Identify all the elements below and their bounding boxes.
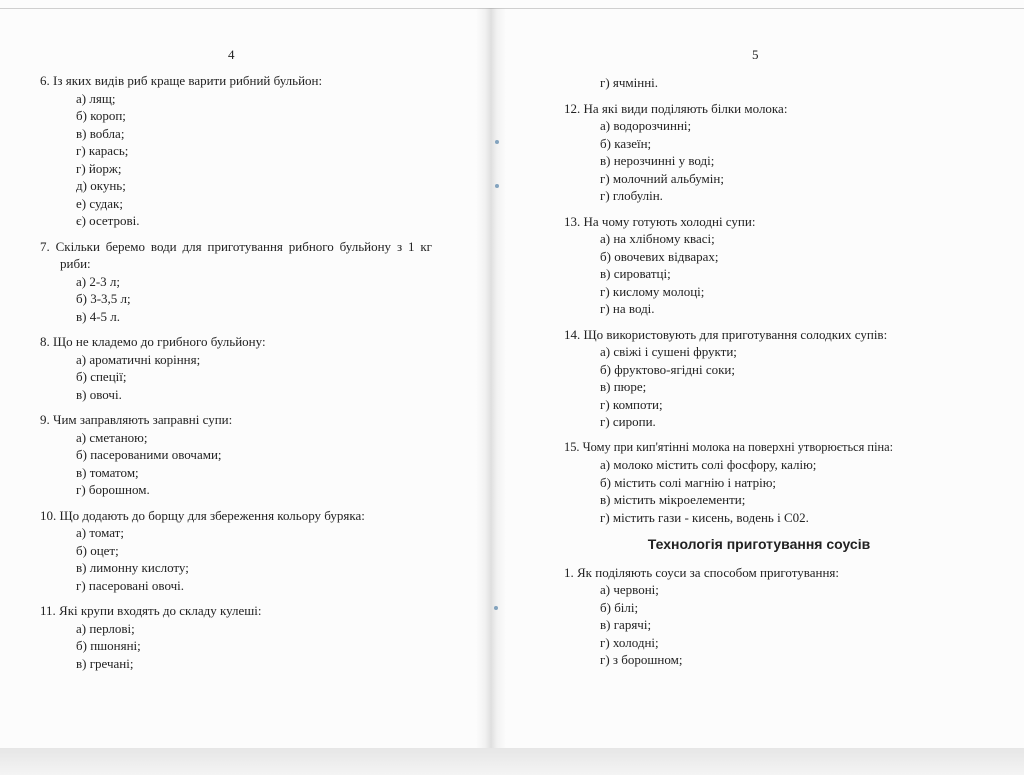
question-14 [564,326,954,431]
left-page-content [40,72,432,680]
question-text: 11. Які крупи входять до складу кулеші: [40,603,262,618]
answer-option: б) 3-3,5 л; [76,291,131,306]
question-9 [40,411,432,499]
page-number: 5 [752,47,759,62]
scan-speck [495,184,499,188]
answer-option: д) окунь; [76,178,126,193]
question-text: 8. Що не кладемо до грибного бульйону: [40,334,266,349]
answer-option: в) вобла; [76,125,125,141]
answer-option: в) містить мікроелементи; [600,492,746,507]
answer-options [40,429,432,499]
answer-options [564,581,954,669]
answer-options [564,230,954,318]
answer-option: г) холодні; [600,634,659,650]
question-13 [564,213,954,318]
question-12 [564,100,954,205]
question-11 [40,602,432,672]
answer-option: в) сироватці; [600,266,671,281]
question-text: 9. Чим заправляють заправні супи: [40,412,233,427]
answer-option: г) молочний альбумін; [600,170,724,186]
question-10 [40,507,432,595]
answer-option: в) гарячі; [600,617,652,632]
answer-option: г) сиропи. [600,414,656,429]
answer-option: е) судак; [76,195,123,211]
section-title: Технологія приготування соусів [647,536,871,552]
answer-option: а) 2-3 л; [76,273,121,289]
question-text: 10. Що додають до борщу для збереження кольору буряка: [40,507,365,523]
answer-option: а) молоко містить солі фосфору, калію; [600,457,817,472]
answer-option: в) томатом; [76,464,139,480]
question-text: 14. Що використовують для приготування солодких супів: [564,326,888,342]
answer-option: б) білі; [600,599,639,615]
answer-option: в) нерозчинні у воді; [600,153,715,168]
answer-options [564,343,954,431]
answer-option: в) гречані; [76,655,134,671]
question-text: 6. Із яких видів риб краще варити рибний бульйон: [40,73,323,88]
top-edge [0,8,1024,9]
answer-option: в) овочі. [76,386,122,402]
question-15 [564,439,954,527]
answer-option: в) 4-5 л. [76,308,121,324]
answer-option: є) осетрові. [76,213,140,228]
answer-option: б) казеїн; [600,135,652,151]
page-number: 4 [228,47,235,62]
question-text: 15. Чому при кип'ятінні молока на поверхні утворюється піна: [564,439,894,454]
right-page-content [564,74,954,677]
answer-option: а) перлові; [76,620,135,636]
answer-option: б) овочевих відварах; [600,248,719,264]
answer-option: б) пасерованими овочами; [76,447,222,462]
answer-options [40,351,432,404]
answer-option: а) водорозчинні; [600,118,692,133]
answer-option: г) містить гази - кисень, водень і С02. [600,509,809,525]
answer-option: а) лящ; [76,90,116,106]
answer-option: б) фруктово-ягідні соки; [600,361,735,377]
answer-option: б) спеції; [76,369,127,384]
answer-options [40,620,432,673]
question-text: 12. На які види поділяють білки молока: [564,100,788,116]
answer-option: в) лимонну кислоту; [76,560,189,575]
answer-options [40,524,432,594]
answer-option: г) кислому молоці; [600,283,705,299]
answer-option: а) сметаною; [76,429,148,445]
question-6 [40,72,432,230]
answer-option: г) карась; [76,143,129,158]
answer-option: г) компоти; [600,396,663,412]
answer-option: б) містить солі магнію і натрію; [600,474,777,490]
answer-options [40,273,432,326]
answer-option: а) червоні; [600,582,659,597]
question-7 [40,238,432,326]
scan-speck [494,606,498,610]
answer-option: г) борошном. [76,482,150,497]
answer-options [564,456,954,526]
answer-options [40,90,432,230]
sauces-question-1 [564,564,954,669]
page-fold [476,8,506,748]
answer-option: г) йорж; [76,160,122,176]
scan-speck [495,140,499,144]
answer-option: б) оцет; [76,542,119,558]
answer-option: а) томат; [76,525,124,540]
answer-option: г) пасеровані овочі. [76,577,185,593]
answer-option: а) на хлібному квасі; [600,231,715,246]
continued-answer-option: г) ячмінні. [600,75,659,90]
question-text: 1. Як поділяють соуси за способом приготування: [564,564,839,580]
question-text: 13. На чому готують холодні супи: [564,213,756,229]
answer-option: б) короп; [76,108,126,123]
answer-option: г) на воді. [600,301,655,316]
question-text: 7. Скільки беремо води для приготування рибного бульйону з 1 кг риби: [40,238,432,271]
answer-option: г) з борошном; [600,652,683,667]
question-8 [40,333,432,403]
answer-option: а) ароматичні коріння; [76,351,201,367]
answer-option: а) свіжі і сушені фрукти; [600,344,737,359]
answer-option: в) пюре; [600,379,647,394]
answer-options [564,117,954,205]
answer-option: б) пшоняні; [76,638,141,653]
answer-option: г) глобулін. [600,188,663,203]
bottom-edge [0,748,1024,775]
